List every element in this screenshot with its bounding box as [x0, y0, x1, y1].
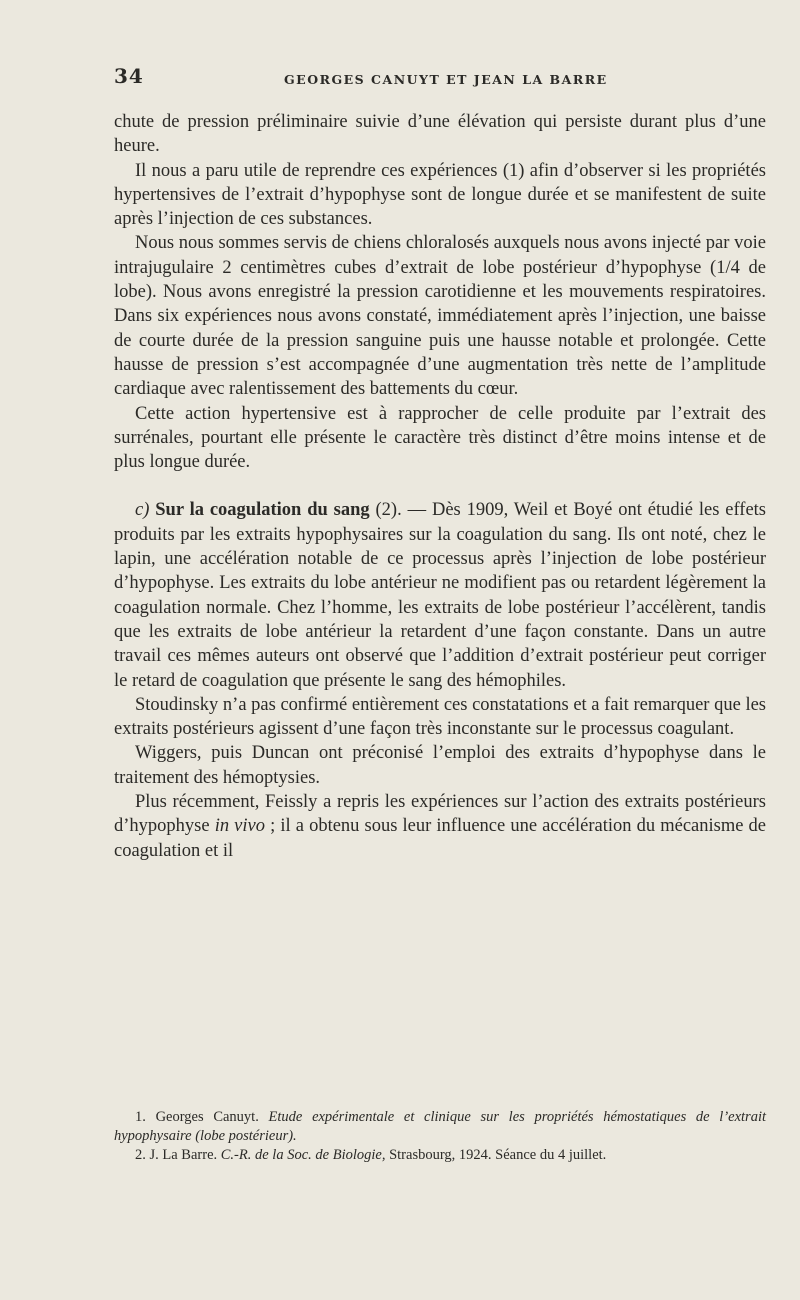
footnote-2 — [114, 1146, 766, 1165]
paragraph: Cette action hypertensive est à rapprocher de celle produite par l’extrait des surrénales, pourtant elle présente le caractère très distinct d’être moins intense et de plus longue durée. — [114, 403, 766, 473]
paragraph-text: Plus récemment, Feissly a repris les expériences sur l’action des extraits postérieurs d’hypophyse — [114, 792, 766, 837]
section-text: (2). — Dès 1909, Weil et Boyé ont étudié les effets produits par les extraits hypophysaires sur la coagulation du sang. Ils ont noté, chez le lapin, une accélération notable de ce processus après l’injection de lobe postérieur d’hypophyse. Les extraits du lobe antérieur ne modifient pas ou retardent légèrement la coagulation normale. Chez l’homme, les extraits de lobe postérieur l’accélèrent, tandis que les extraits de lobe antérieur la retardent d’une façon constante. Dans un autre travail ces mêmes auteurs ont observé que l’addition d’extrait postérieur peut corriger le retard de coagulation que présente le sang des hémophiles. — [114, 500, 767, 691]
footnote-number: 1. — [135, 1109, 146, 1125]
section-label: c) — [135, 500, 150, 521]
page-number: 34 — [114, 64, 144, 88]
section-paragraph — [114, 498, 766, 692]
paragraph-text: ; il a obtenu sous leur influence une accélération du mécanisme de coagulation et il — [114, 816, 767, 861]
italic-term: in vivo — [214, 816, 265, 837]
paragraph: Wiggers, puis Duncan ont préconisé l’emploi des extraits d’hypophyse dans le traitement des hémoptysies. — [114, 743, 766, 788]
paragraph-continuation: chute de pression préliminaire suivie d’une élévation qui persiste durant plus d’une heure. — [114, 112, 766, 157]
footnote-author: J. La Barre. — [149, 1147, 218, 1163]
footnote-1 — [114, 1108, 766, 1146]
section-title: Sur la coagulation du sang — [155, 500, 370, 521]
paragraph: Il nous a paru utile de reprendre ces expériences (1) afin d’observer si les propriétés hypertensives de l’extrait d’hypophyse sont de longue durée et se manifestent de suite après l’injection de ces substances. — [114, 160, 766, 230]
page-header — [114, 64, 764, 94]
paragraph: Stoudinsky n’a pas confirmé entièrement ces constatations et a fait remarquer que les extraits postérieurs agissent d’une façon très inconstante sur le processus coagulant. — [114, 694, 766, 740]
paragraph: Nous nous sommes servis de chiens chloralosés auxquels nous avons injecté par voie intrajugulaire 2 centimètres cubes d’extrait de lobe postérieur d’hypophyse (1/4 de lobe). Nous avons enregistré la pression carotidienne et les mouvements respiratoires. Dans six expériences nous avons constaté, immédiatement après l’injection, une baisse de courte durée de la pression sanguine puis une hausse notable et prolongée. Cette hausse de pression s’est accompagnée d’une augmentation très nette de l’amplitude cardiaque avec ralentissement des battements du cœur. — [114, 233, 766, 400]
footnote-details: Strasbourg, 1924. Séance du 4 juillet. — [389, 1147, 607, 1163]
running-head: GEORGES CANUYT ET JEAN LA BARRE — [284, 72, 608, 87]
body-text — [114, 110, 766, 863]
footnote-title: Etude expérimentale et clinique sur les propriétés hémostatiques de l’extrait hypophysaire (lobe postérieur). — [114, 1109, 766, 1144]
paragraph — [114, 790, 766, 863]
footnote-number: 2. — [135, 1147, 146, 1163]
footnote-journal: C.-R. de la Soc. de Biologie, — [220, 1147, 386, 1163]
footnote-author: Georges Canuyt. — [155, 1109, 259, 1125]
footnotes — [114, 1108, 766, 1165]
